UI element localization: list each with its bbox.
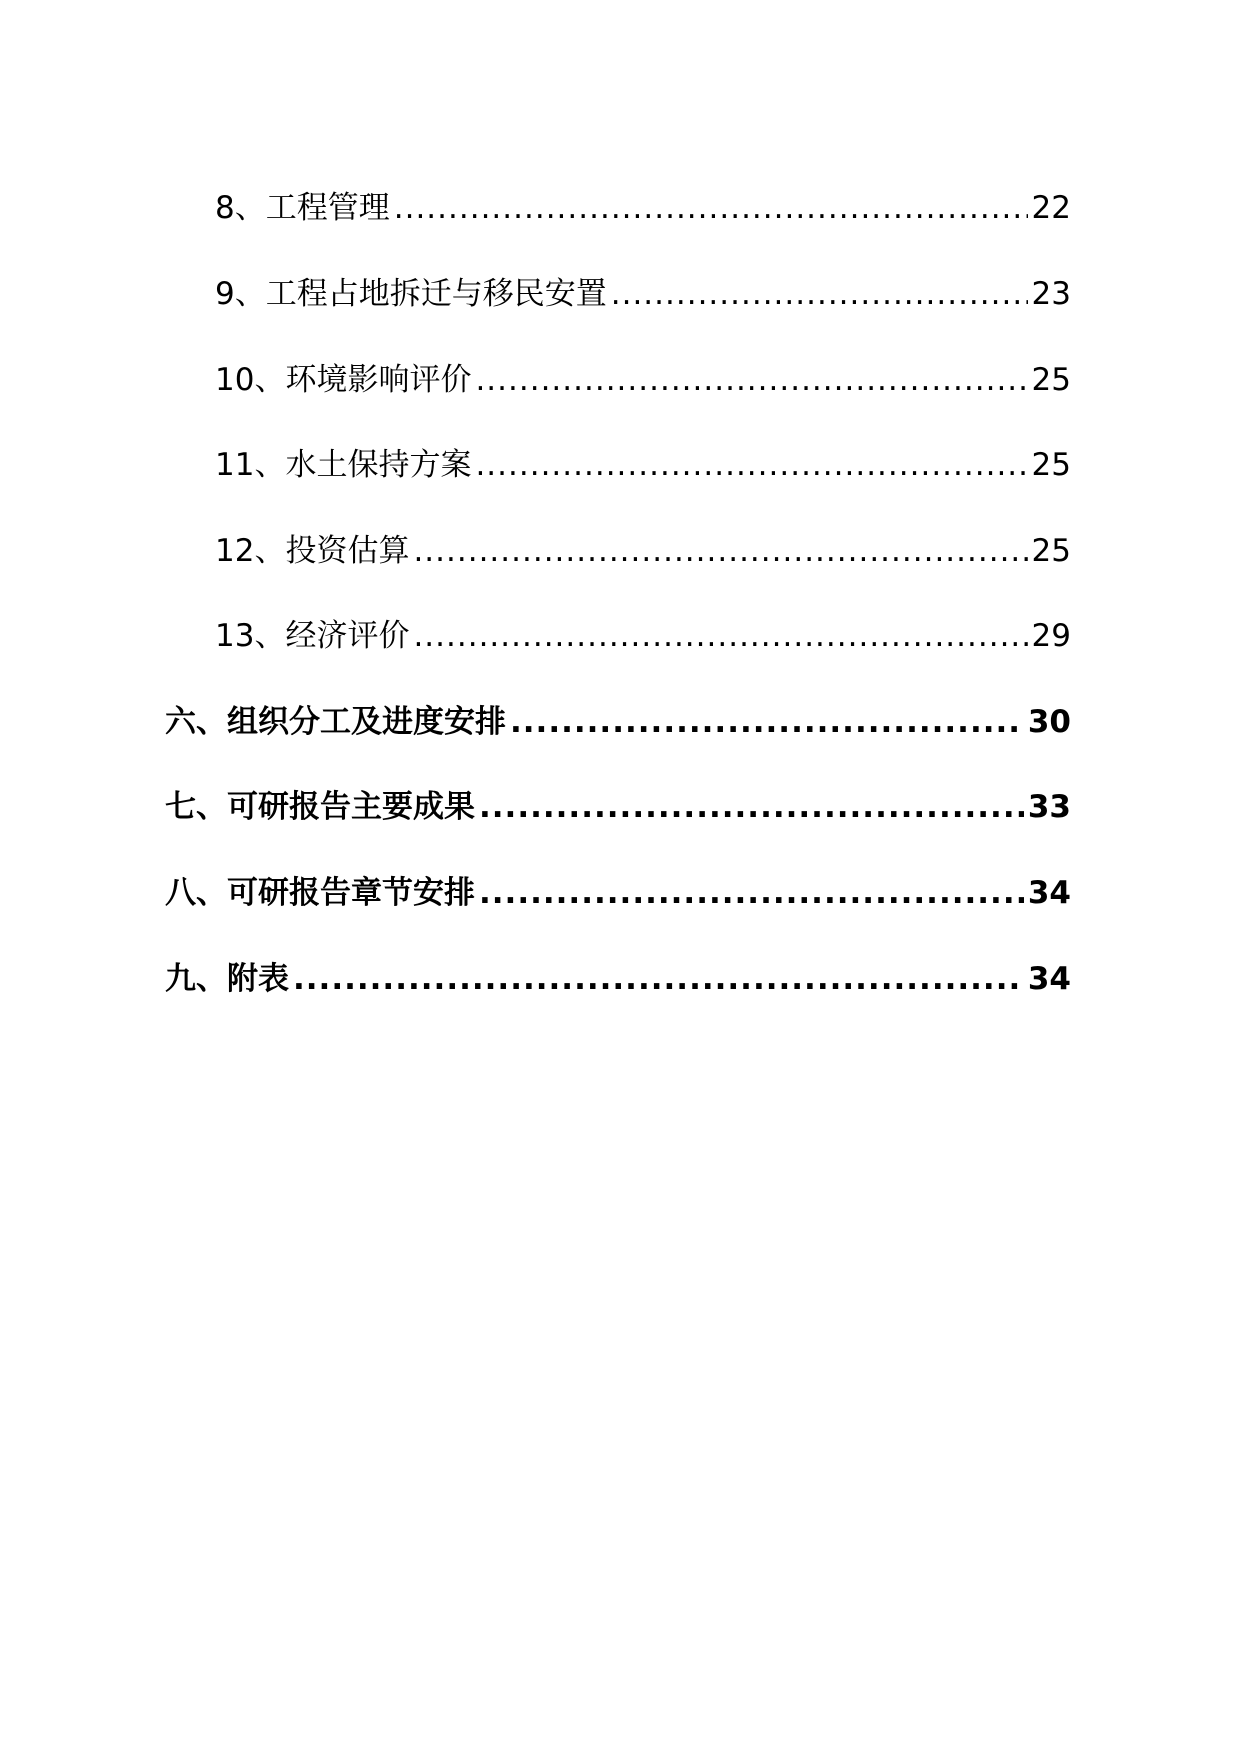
toc-dot-leader (611, 272, 1028, 316)
toc-entry-label: 11、水土保持方案 (215, 447, 472, 483)
toc-entry-soil-water-conservation[interactable] (215, 443, 1071, 487)
toc-entry-label: 七、可研报告主要成果 (165, 789, 475, 825)
toc-entry-page-number: 22 (1031, 190, 1071, 226)
toc-entry-appendix-tables[interactable] (165, 957, 1071, 1001)
toc-entry-label: 9、工程占地拆迁与移民安置 (215, 276, 607, 312)
toc-entry-page-number: 23 (1031, 276, 1071, 312)
toc-entry-label: 10、环境影响评价 (215, 362, 472, 398)
toc-entry-label: 8、工程管理 (215, 190, 390, 226)
toc-dot-leader (394, 186, 1028, 230)
toc-entry-label: 六、组织分工及进度安排 (165, 704, 506, 740)
toc-entry-environmental-impact[interactable] (215, 358, 1071, 402)
toc-entry-page-number: 30 (1027, 704, 1071, 740)
toc-entry-page-number: 34 (1027, 875, 1071, 911)
toc-entry-land-resettlement[interactable] (215, 272, 1071, 316)
toc-entry-page-number: 29 (1031, 618, 1071, 654)
toc-dot-leader (413, 529, 1027, 573)
toc-entry-page-number: 33 (1027, 789, 1071, 825)
toc-dot-leader (479, 785, 1024, 829)
toc-entry-label: 八、可研报告章节安排 (165, 875, 475, 911)
toc-dot-leader (510, 700, 1024, 744)
toc-entry-page-number: 25 (1031, 447, 1071, 483)
toc-entry-page-number: 25 (1031, 362, 1071, 398)
toc-entry-chapter-arrangement[interactable] (165, 871, 1071, 915)
toc-entry-page-number: 34 (1027, 961, 1071, 997)
toc-dot-leader (479, 871, 1024, 915)
toc-entry-page-number: 25 (1031, 533, 1071, 569)
toc-entry-investment-estimate[interactable] (215, 529, 1071, 573)
toc-entry-main-results[interactable] (165, 785, 1071, 829)
toc-entry-label: 九、附表 (165, 961, 289, 997)
toc-entry-economic-evaluation[interactable] (215, 614, 1071, 658)
toc-entry-organization-schedule[interactable] (165, 700, 1071, 744)
toc-dot-leader (475, 358, 1027, 402)
toc-dot-leader (413, 614, 1027, 658)
toc-dot-leader (293, 957, 1024, 1001)
toc-dot-leader (475, 443, 1027, 487)
toc-entry-label: 12、投资估算 (215, 533, 410, 569)
toc-entry-label: 13、经济评价 (215, 618, 410, 654)
toc-entry-engineering-management[interactable] (215, 186, 1071, 230)
